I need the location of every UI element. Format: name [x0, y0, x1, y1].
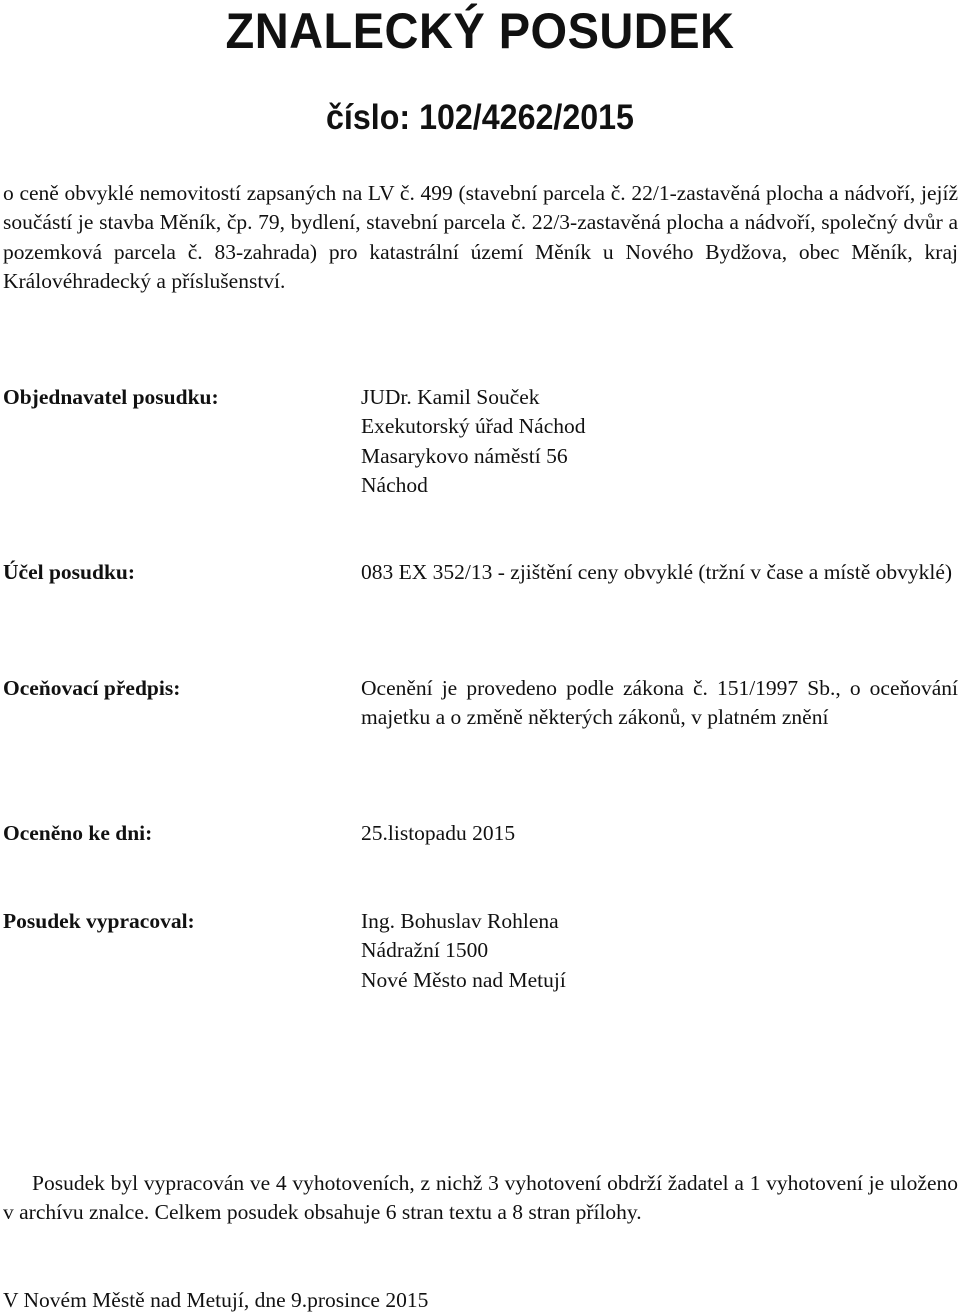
purpose-label: Účel posudku: — [3, 560, 136, 584]
client-block — [361, 383, 958, 501]
document-title: ZNALECKÝ POSUDEK — [225, 3, 735, 59]
author-name: Ing. Bohuslav Rohlena — [361, 909, 559, 933]
regulation-label: Oceňovací předpis: — [3, 676, 181, 700]
valuation-date-value: 25.listopadu 2015 — [361, 821, 516, 845]
client-name: JUDr. Kamil Souček — [361, 385, 540, 409]
client-city: Náchod — [361, 473, 428, 498]
client-label: Objednavatel posudku: — [3, 385, 219, 409]
author-street: Nádražní 1500 — [361, 938, 489, 963]
author-label: Posudek vypracoval: — [3, 909, 195, 933]
place-and-date: V Novém Městě nad Metují, dne 9.prosince 2015 — [3, 1288, 429, 1312]
client-street: Masarykovo náměstí 56 — [361, 443, 568, 468]
regulation-text: Ocenění je provedeno podle zákona č. 151/1997 Sb., o oceňování majetku a o změně některých zákonů, v platném znění — [361, 676, 958, 730]
valuation-date-label: Oceněno ke dni: — [3, 821, 153, 845]
subject-paragraph: o ceně obvyklé nemovitostí zapsaných na LV č. 499 (stavební parcela č. 22/1-zastavěná plocha a nádvoří, jejíž součástí je stavba Měník, čp. 79, bydlení, stavební parcela č. 22/3-zastavěná plocha a nádvoří, společný dvůr a pozemková parcela č. 83-zahrada) pro katastrální území Měník u Nového Bydžova, obec Měník, kraj Královéhradecký a příslušenství. — [3, 181, 958, 294]
document-number: číslo: 102/4262/2015 — [326, 98, 634, 137]
copies-note: Posudek byl vypracován ve 4 vyhotoveních, z nichž 3 vyhotovení obdrží žadatel a 1 vyhotovení je uloženo v archívu znalce. Celkem posudek obsahuje 6 stran textu a 8 stran přílohy. — [3, 1171, 958, 1225]
author-city: Nové Město nad Metují — [361, 967, 566, 992]
author-block — [361, 907, 958, 995]
client-office: Exekutorský úřad Náchod — [361, 414, 586, 439]
purpose-text: 083 EX 352/13 - zjištění ceny obvyklé (tržní v čase a místě obvyklé) — [361, 560, 953, 584]
